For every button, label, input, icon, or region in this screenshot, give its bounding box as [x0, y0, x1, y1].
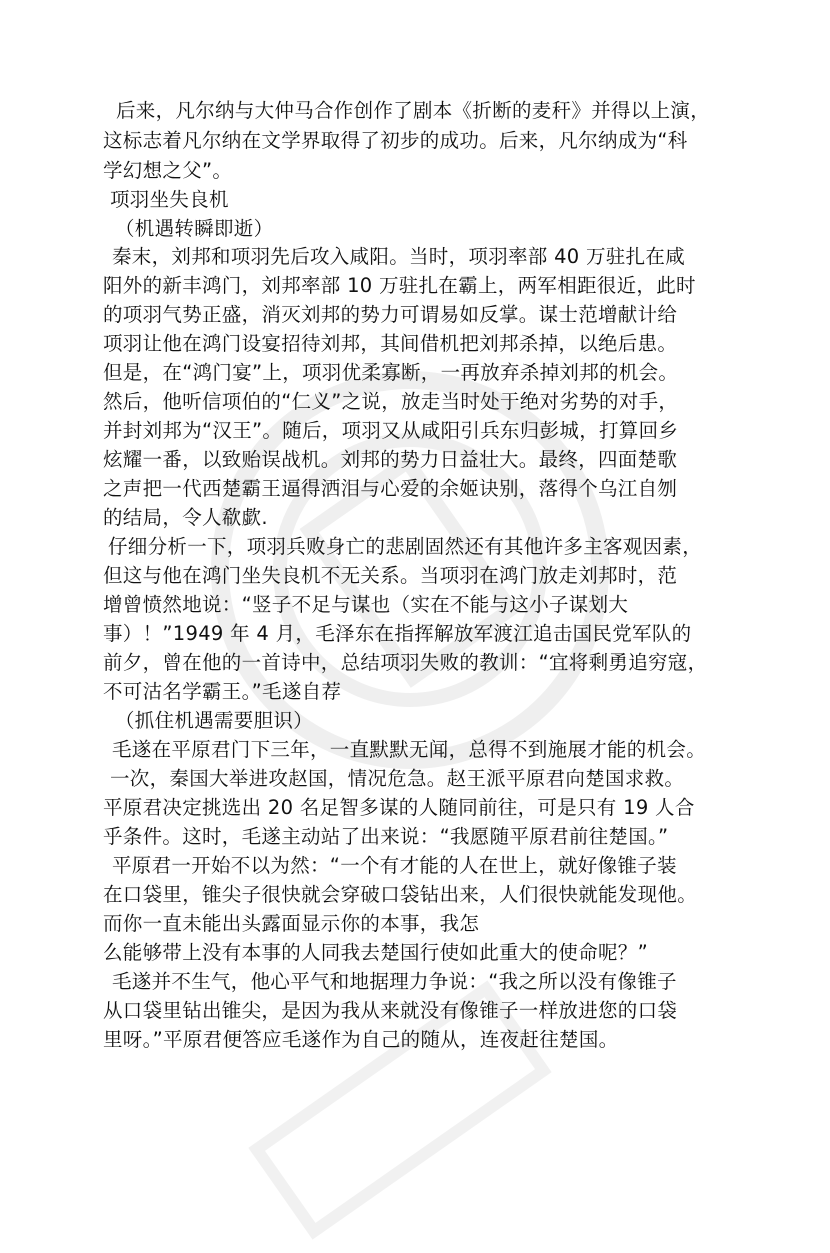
text-line-33: 里呀。”平原君便答应毛遂作为自己的随从，连夜赶往楚国。: [103, 1028, 619, 1051]
text-line-10: 但是，在“鸿门宴”上，项羽优柔寡断，一再放弃杀掉刘邦的机会。: [103, 361, 679, 384]
section-title-xiangyu: 项羽坐失良机: [110, 188, 229, 211]
text-line-21: 不可沽名学霸王。”毛遂自荐: [103, 680, 342, 703]
text-line-19: 事）！”1949 年 4 月，毛泽东在指挥解放军渡江追击国民党军队的: [103, 622, 692, 645]
text-line-31: 毛遂并不生气，他心平气和地据理力争说：“我之所以没有像锥子: [112, 970, 677, 993]
text-line-14: 之声把一代西楚霸王逼得洒泪与心爱的余姬诀别，落得个乌江自刎: [103, 477, 678, 500]
text-line-29: 而你一直未能出头露面显示你的本事，我怎: [103, 912, 480, 935]
text-line-1: 后来，凡尔纳与大仲马合作创作了剧本《折断的麦秆》并得以上演，: [116, 99, 711, 122]
text-line-2: 这标志着凡尔纳在文学界取得了初步的成功。后来，凡尔纳成为“科: [103, 129, 688, 152]
text-line-12: 并封刘邦为“汉王”。随后，项羽又从咸阳引兵东归彭城，打算回乡: [103, 419, 679, 442]
text-line-30: 么能够带上没有本事的人同我去楚国行使如此重大的使命呢？”: [103, 941, 649, 964]
text-line-17: 但这与他在鸿门坐失良机不无关系。当项羽在鸿门放走刘邦时，范: [103, 564, 678, 587]
section-subtitle-xiangyu: （机遇转瞬即逝）: [115, 217, 274, 240]
text-line-15: 的结局，令人欷歔.: [103, 506, 268, 529]
text-line-16: 仔细分析一下，项羽兵败身亡的悲剧固然还有其他许多主客观因素，: [108, 535, 703, 558]
text-line-13: 炫耀一番，以致贻误战机。刘邦的势力日益壮大。最终，四面楚歌: [103, 448, 678, 471]
text-line-24: 一次，秦国大举进攻赵国，情况危急。赵王派平原君向楚国求救。: [110, 767, 685, 790]
text-line-8: 的项羽气势正盛，消灭刘邦的势力可谓易如反掌。谋士范增献计给: [103, 303, 678, 326]
text-line-6: 秦末，刘邦和项羽先后攻入咸阳。当时，项羽率部 40 万驻扎在咸: [112, 245, 686, 268]
text-line-7: 阳外的新丰鸿门，刘邦率部 10 万驻扎在霸上，两军相距很近，此时: [103, 274, 696, 297]
section-subtitle-maosui: （抓住机遇需要胆识）: [115, 709, 314, 732]
text-line-3: 学幻想之父”。: [103, 159, 233, 182]
text-line-23: 毛遂在平原君门下三年，一直默默无闻，总得不到施展才能的机会。: [112, 738, 707, 761]
text-line-20: 前夕，曾在他的一首诗中，总结项羽失败的教训：“宜将剩勇追穷寇，: [103, 651, 708, 674]
text-line-9: 项羽让他在鸿门设宴招待刘邦，其间借机把刘邦杀掉，以绝后患。: [103, 332, 678, 355]
text-line-11: 然后，他听信项伯的“仁义”之说，放走当时处于绝对劣势的对手，: [103, 390, 679, 413]
text-line-18: 增曾愤然地说：“竖子不足与谋也（实在不能与这小子谋划大: [103, 593, 629, 616]
text-line-28: 在口袋里，锥尖子很快就会穿破口袋钻出来，人们很快就能发现他。: [103, 883, 698, 906]
text-line-26: 乎条件。这时，毛遂主动站了出来说：“我愿随平原君前往楚国。”: [103, 825, 669, 848]
text-line-27: 平原君一开始不以为然：“一个有才能的人在世上，就好像锥子装: [112, 854, 677, 877]
text-line-25: 平原君决定挑选出 20 名足智多谋的人随同前往，可是只有 19 人合: [103, 796, 695, 819]
text-line-32: 从口袋里钻出锥尖，是因为我从来就没有像锥子一样放进您的口袋: [103, 999, 678, 1022]
